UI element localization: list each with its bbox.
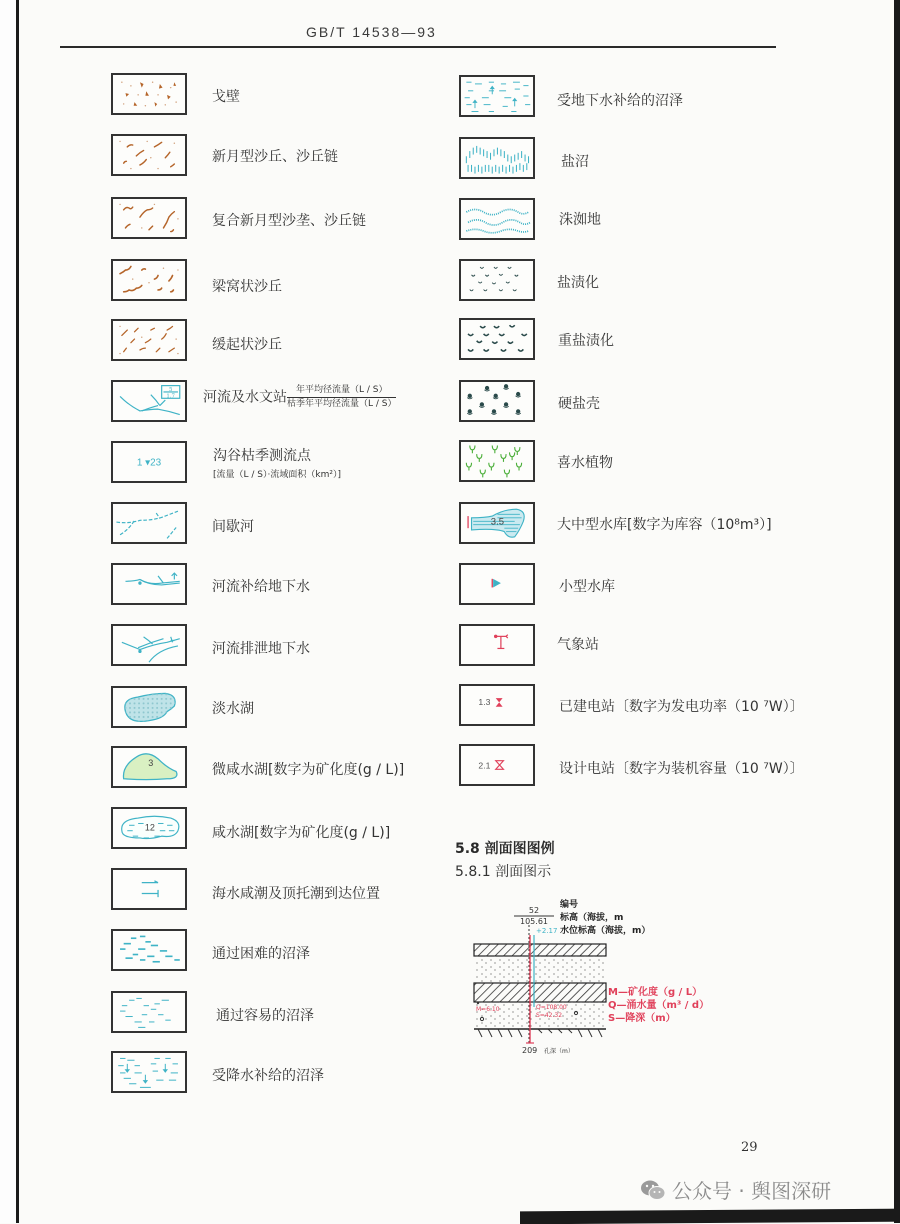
- label-crescent-dune: 新月型沙丘、沙丘链: [212, 149, 338, 165]
- svg-text:2.1: 2.1: [478, 760, 491, 771]
- brackish-lake-icon: [111, 746, 187, 788]
- fresh-lake-icon: [111, 686, 187, 728]
- section-title: 5.8 剖面图图例: [455, 841, 555, 857]
- label-number: 编号: [560, 900, 579, 910]
- wetland-icon: [459, 198, 535, 240]
- easy-swamp-icon: [111, 991, 187, 1033]
- label-rain-swamp: 受降水补给的沼泽: [212, 1068, 324, 1084]
- label-easy-swamp: 通过容易的沼泽: [216, 1008, 314, 1024]
- water-level-value: +2.17: [536, 927, 558, 935]
- hygrophyte-icon: [459, 440, 535, 482]
- label-fresh-lake: 淡水湖: [212, 701, 254, 717]
- small-reservoir-icon: [459, 563, 535, 605]
- label-river-recharge: 河流补给地下水: [212, 579, 310, 595]
- label-salinization: 盐渍化: [557, 275, 599, 291]
- label-built-power-station: 已建电站〔数字为发电功率（10 ⁷W）〕: [559, 699, 804, 715]
- label-salt-marsh: 盐沼: [561, 154, 589, 170]
- svg-text:1.7: 1.7: [166, 393, 176, 400]
- hard-swamp-icon: [111, 929, 187, 971]
- runoff-fraction: [287, 385, 396, 410]
- river-station-icon: [111, 380, 187, 422]
- planned-power-station-icon: [459, 744, 535, 786]
- salt-crust-icon: [459, 380, 535, 422]
- borehole-number: 52: [528, 906, 540, 915]
- scan-left-edge: [0, 0, 19, 1223]
- salt-lake-icon: [111, 807, 187, 849]
- rain-fed-swamp-icon: [111, 1051, 187, 1093]
- borehole-depth: 209: [522, 1046, 538, 1055]
- label-compound-dune: 复合新月型沙垄、沙丘链: [212, 213, 366, 229]
- page-number: 29: [741, 1140, 758, 1155]
- label-hard-swamp: 通过困难的沼泽: [212, 946, 310, 962]
- salt-marsh-icon: [459, 137, 535, 179]
- depth-label: 孔深（m）: [544, 1048, 574, 1055]
- tide-reach-icon: [111, 868, 187, 910]
- svg-text:1 ▾23: 1 ▾23: [136, 457, 162, 469]
- label-groundwater-swamp: 受地下水补给的沼泽: [557, 93, 683, 109]
- groundwater-swamp-icon: [459, 75, 535, 117]
- legend-mineralization: M—矿化度（g / L）: [608, 987, 703, 998]
- annual-runoff-label: 年平均径流量（L / S）: [287, 385, 396, 398]
- section-subtitle: 5.8.1 剖面图示: [455, 864, 552, 880]
- label-large-reservoir: 大中型水库[数字为库容（10⁸m³）]: [557, 517, 772, 533]
- svg-text:5: 5: [168, 387, 173, 394]
- label-elevation: 标高（海拔，m: [560, 913, 624, 923]
- label-weather-station: 气象站: [557, 637, 599, 653]
- river-station-name: 河流及水文站: [203, 389, 287, 406]
- crescent-dune-icon: [111, 134, 187, 176]
- label-water-level: 水位标高（海拔，m）: [560, 926, 651, 936]
- standard-code: GB/T 14538—93: [306, 24, 437, 40]
- mineralization-value: M=6.10: [476, 1006, 500, 1013]
- gentle-dune-icon: [111, 319, 187, 361]
- large-reservoir-icon: [459, 502, 535, 544]
- svg-text:1.3: 1.3: [478, 697, 491, 707]
- gully-flow-point-icon: [111, 441, 187, 483]
- dry-season-runoff-label: 枯季年平均径流量（L / S）: [287, 399, 397, 409]
- heavy-salinization-icon: [459, 318, 535, 360]
- borehole-elevation: 105.61: [520, 917, 548, 926]
- svg-text:3.5: 3.5: [490, 516, 505, 528]
- label-heavy-salinization: 重盐渍化: [558, 333, 614, 349]
- scan-bottom-edge: [520, 1209, 900, 1224]
- gully-point-name: 沟谷枯季测流点: [213, 448, 311, 464]
- watermark-text: 公众号 · 舆图深研: [672, 1179, 832, 1203]
- label-hygrophyte: 喜水植物: [557, 455, 613, 471]
- intermittent-river-icon: [111, 502, 187, 544]
- drawdown-value: S=42.32: [536, 1012, 563, 1019]
- weather-station-icon: [459, 624, 535, 666]
- yield-value: Q=108.00: [536, 1004, 567, 1011]
- label-intermittent-river: 间歇河: [212, 519, 254, 535]
- label-gentle-dune: 缓起状沙丘: [212, 337, 282, 353]
- watermark: [640, 1175, 831, 1204]
- borehole-profile-diagram: [462, 895, 742, 1060]
- river-discharge-icon: [111, 624, 187, 666]
- gully-point-note: [流量（L / S）·流域面积（km²）]: [213, 470, 341, 480]
- legend-drawdown: S—降深（m）: [608, 1013, 676, 1024]
- built-power-station-icon: [459, 684, 535, 726]
- label-small-reservoir: 小型水库: [559, 579, 615, 595]
- wechat-icon: [640, 1179, 666, 1201]
- label-brackish-lake: 微咸水湖[数字为矿化度(g / L)]: [212, 762, 405, 778]
- header-rule: [60, 46, 776, 48]
- label-honeycomb-dune: 梁窝状沙丘: [212, 279, 282, 295]
- label-wetland: 洙洳地: [559, 212, 601, 228]
- label-gobi: 戈壁: [212, 89, 240, 105]
- label-salt-crust: 硬盐壳: [558, 396, 600, 412]
- label-river-station: [203, 385, 396, 410]
- gobi-pattern-icon: [111, 73, 187, 115]
- honeycomb-dune-icon: [111, 259, 187, 301]
- label-salt-lake: 咸水湖[数字为矿化度(g / L)]: [212, 825, 391, 841]
- svg-text:12: 12: [144, 822, 155, 833]
- label-seawater-tide: 海水咸潮及顶托潮到达位置: [212, 886, 380, 902]
- label-gully-point: [213, 445, 341, 480]
- scan-right-edge: [894, 0, 900, 1223]
- salinization-icon: [459, 259, 535, 301]
- label-planned-power-station: 设计电站〔数字为装机容量（10 ⁷W）〕: [559, 761, 804, 777]
- legend-yield: Q—涌水量（m³ / d）: [608, 1000, 710, 1011]
- compound-dune-icon: [111, 197, 187, 239]
- label-river-discharge: 河流排泄地下水: [212, 641, 310, 657]
- river-recharge-icon: [111, 563, 187, 605]
- svg-text:3: 3: [148, 758, 154, 769]
